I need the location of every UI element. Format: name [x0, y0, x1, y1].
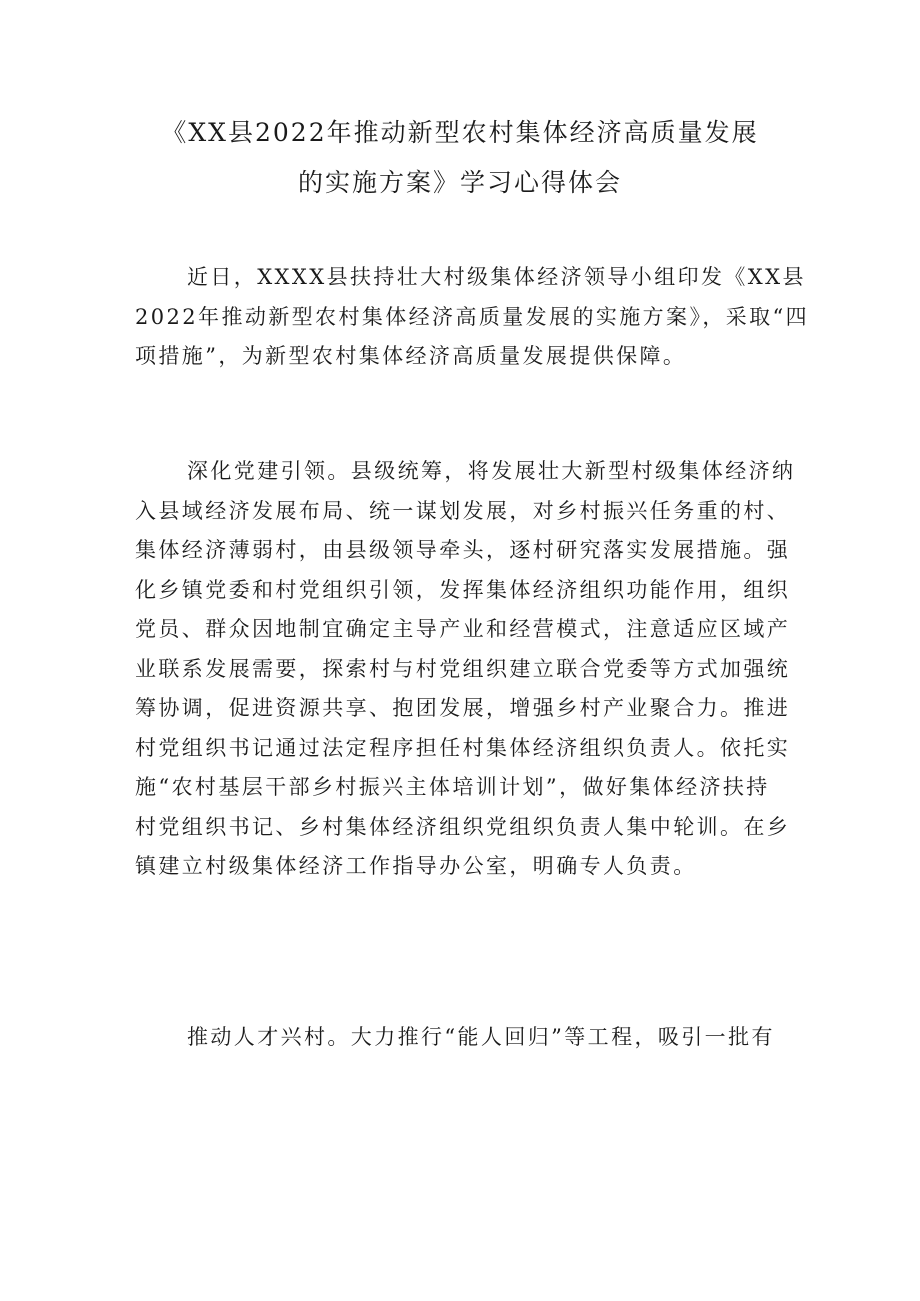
paragraph-line: 深化党建引领。县级统筹，将发展壮大新型村级集体经济纳	[187, 459, 796, 483]
paragraph-line: 入县域经济发展布局、统一谋划发展，对乡村振兴任务重的村、	[135, 498, 791, 523]
paragraph-line: 业联系发展需要，探索村与村党组织建立联合党委等方式加强统	[135, 656, 791, 681]
document-title	[110, 108, 810, 208]
paragraph-intro	[135, 258, 810, 377]
paragraph-line: 集体经济薄弱村，由县级领导牵头，逐村研究落实发展措施。强	[135, 538, 791, 562]
paragraph-line: 推动人才兴村。大力推行“能人回归”等工程，吸引一批有	[187, 1025, 775, 1049]
paragraph-line: 村党组织书记、乡村集体经济组织党组织负责人集中轮训。在乡	[135, 814, 791, 839]
paragraph-line: 化乡镇党委和村党组织引领，发挥集体经济组织功能作用，组织	[135, 577, 791, 602]
title-line-1: 《XX县2022年推动新型农村集体经济高质量发展	[161, 118, 759, 147]
paragraph-line: 项措施”，为新型农村集体经济高质量发展提供保障。	[135, 344, 687, 368]
paragraph-line: 镇建立村级集体经济工作指导办公室，明确专人负责。	[135, 854, 697, 878]
paragraph-line: 近日，XXXX县扶持壮大村级集体经济领导小组印发《XX县	[187, 265, 806, 289]
paragraph-line: 施“农村基层干部乡村振兴主体培训计划”，做好集体经济扶持	[135, 775, 770, 799]
paragraph-talent	[135, 1018, 795, 1058]
paragraph-line: 2022年推动新型农村集体经济高质量发展的实施方案》，采取“四	[135, 304, 810, 329]
title-line-2: 的实施方案》学习心得体会	[297, 168, 622, 197]
paragraph-line: 党员、群众因地制宜确定主导产业和经营模式，注意适应区域产	[135, 617, 791, 641]
paragraph-line: 村党组织书记通过法定程序担任村集体经济组织负责人。依托实	[135, 735, 791, 760]
paragraph-party-building	[135, 452, 795, 887]
paragraph-line: 筹协调，促进资源共享、抱团发展，增强乡村产业聚合力。推进	[135, 696, 791, 720]
